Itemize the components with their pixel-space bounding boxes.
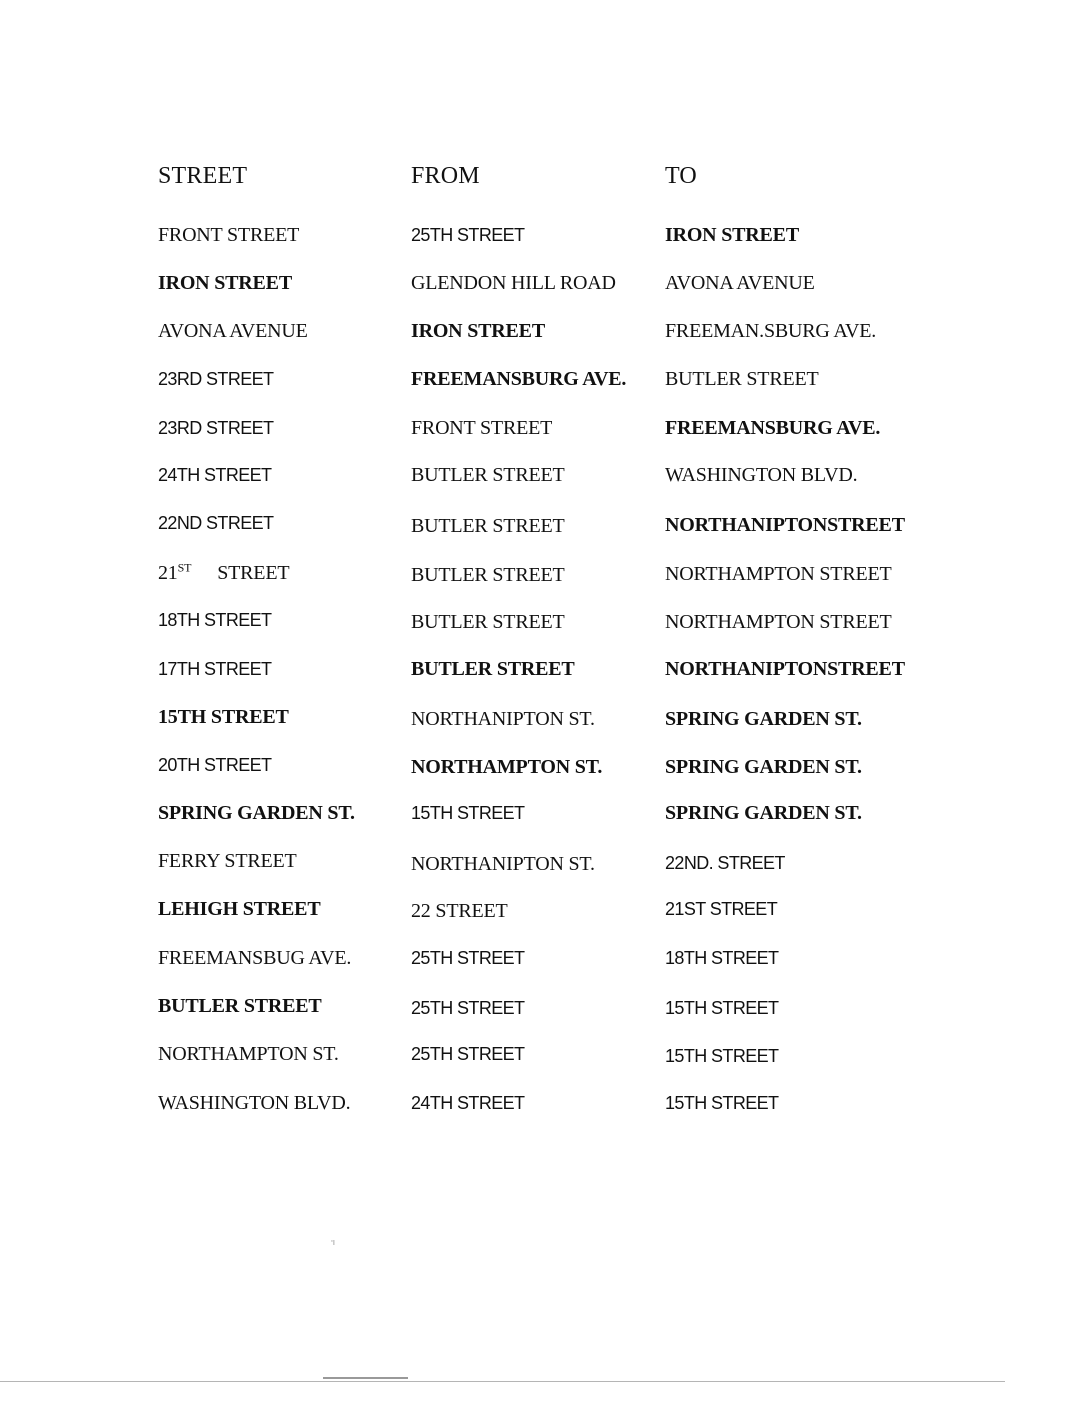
street-cell: 23RD STREET <box>158 369 274 389</box>
from-cell: 22 STREET <box>411 900 508 922</box>
table-row <box>0 897 1088 927</box>
to-cell: NORTHANIPTONSTREET <box>665 514 905 536</box>
from-cell: 25TH STREET <box>411 1044 525 1064</box>
table-row <box>0 705 1088 735</box>
from-cell: BUTLER STREET <box>411 564 565 586</box>
street-cell: 20TH STREET <box>158 755 272 775</box>
street-cell: FERRY STREET <box>158 850 297 872</box>
from-cell: FREEMANSBURG AVE. <box>411 368 627 390</box>
table-row <box>0 849 1088 879</box>
from-cell: BUTLER STREET <box>411 658 575 680</box>
to-cell: AVONA AVENUE <box>665 272 815 294</box>
from-cell: NORTHAMPTON ST. <box>411 756 603 778</box>
street-cell: 22ND STREET <box>158 513 274 533</box>
to-cell: 21ST STREET <box>665 899 778 919</box>
to-cell: 15TH STREET <box>665 1093 779 1113</box>
street-cell: WASHINGTON BLVD. <box>158 1092 351 1114</box>
header-street: STREET <box>158 163 248 189</box>
street-cell: 23RD STREET <box>158 418 274 438</box>
street-cell: 17TH STREET <box>158 659 272 679</box>
bottom-rule <box>0 1381 1005 1382</box>
to-cell: FREEMANSBURG AVE. <box>665 417 881 439</box>
from-cell: 25TH STREET <box>411 948 525 968</box>
to-cell: SPRING GARDEN ST. <box>665 708 862 730</box>
table-row <box>0 367 1088 397</box>
table-row <box>0 223 1088 253</box>
to-cell: NORTHAMPTON STREET <box>665 563 892 585</box>
to-cell: NORTHANIPTONSTREET <box>665 658 905 680</box>
street-cell: 15TH STREET <box>158 706 289 728</box>
table-row <box>0 463 1088 493</box>
to-cell: NORTHAMPTON STREET <box>665 611 892 633</box>
table-row <box>0 511 1088 541</box>
table-row <box>0 608 1088 638</box>
table-row <box>0 994 1088 1024</box>
street-cell <box>158 561 289 585</box>
table-row <box>0 416 1088 446</box>
from-cell: FRONT STREET <box>411 417 553 439</box>
street-cell: LEHIGH STREET <box>158 898 321 920</box>
table-row <box>0 319 1088 349</box>
table-row <box>0 1091 1088 1121</box>
to-cell: SPRING GARDEN ST. <box>665 756 862 778</box>
table-row <box>0 657 1088 687</box>
scan-mark <box>323 1377 408 1379</box>
to-cell: 22ND. STREET <box>665 853 785 873</box>
from-cell: 25TH STREET <box>411 225 525 245</box>
to-cell: BUTLER STREET <box>665 368 819 390</box>
from-cell: BUTLER STREET <box>411 515 565 537</box>
to-cell: 15TH STREET <box>665 998 779 1018</box>
to-cell: IRON STREET <box>665 224 799 246</box>
header-from: FROM <box>411 163 480 189</box>
ordinal-suffix: ST <box>177 560 192 575</box>
street-cell: 18TH STREET <box>158 610 272 630</box>
from-cell: BUTLER STREET <box>411 464 565 486</box>
street-cell: IRON STREET <box>158 272 292 294</box>
table-row <box>0 1042 1088 1072</box>
street-cell: NORTHAMPTON ST. <box>158 1043 339 1065</box>
header-to: TO <box>665 163 697 189</box>
table-row <box>0 801 1088 831</box>
from-cell: 15TH STREET <box>411 803 525 823</box>
street-number: 21 <box>158 562 178 584</box>
street-cell: AVONA AVENUE <box>158 320 308 342</box>
from-cell: IRON STREET <box>411 320 545 342</box>
to-cell: 18TH STREET <box>665 948 779 968</box>
to-cell: FREEMAN.SBURG AVE. <box>665 320 877 342</box>
from-cell: BUTLER STREET <box>411 611 565 633</box>
table-row <box>0 946 1088 976</box>
street-cell: SPRING GARDEN ST. <box>158 802 355 824</box>
from-cell: GLENDON HILL ROAD <box>411 272 616 294</box>
street-cell: FRONT STREET <box>158 224 300 246</box>
from-cell: NORTHANIPTON ST. <box>411 853 595 875</box>
table-row <box>0 561 1088 591</box>
from-cell: 24TH STREET <box>411 1093 525 1113</box>
street-cell: BUTLER STREET <box>158 995 322 1017</box>
street-cell: FREEMANSBUG AVE. <box>158 947 352 969</box>
stray-mark: 'I <box>331 1239 335 1247</box>
table-row <box>0 753 1088 783</box>
from-cell: NORTHANIPTON ST. <box>411 708 595 730</box>
to-cell: 15TH STREET <box>665 1046 779 1066</box>
from-cell: 25TH STREET <box>411 998 525 1018</box>
street-word: STREET <box>217 562 290 584</box>
to-cell: SPRING GARDEN ST. <box>665 802 862 824</box>
street-cell: 24TH STREET <box>158 465 272 485</box>
to-cell: WASHINGTON BLVD. <box>665 464 858 486</box>
table-row <box>0 271 1088 301</box>
